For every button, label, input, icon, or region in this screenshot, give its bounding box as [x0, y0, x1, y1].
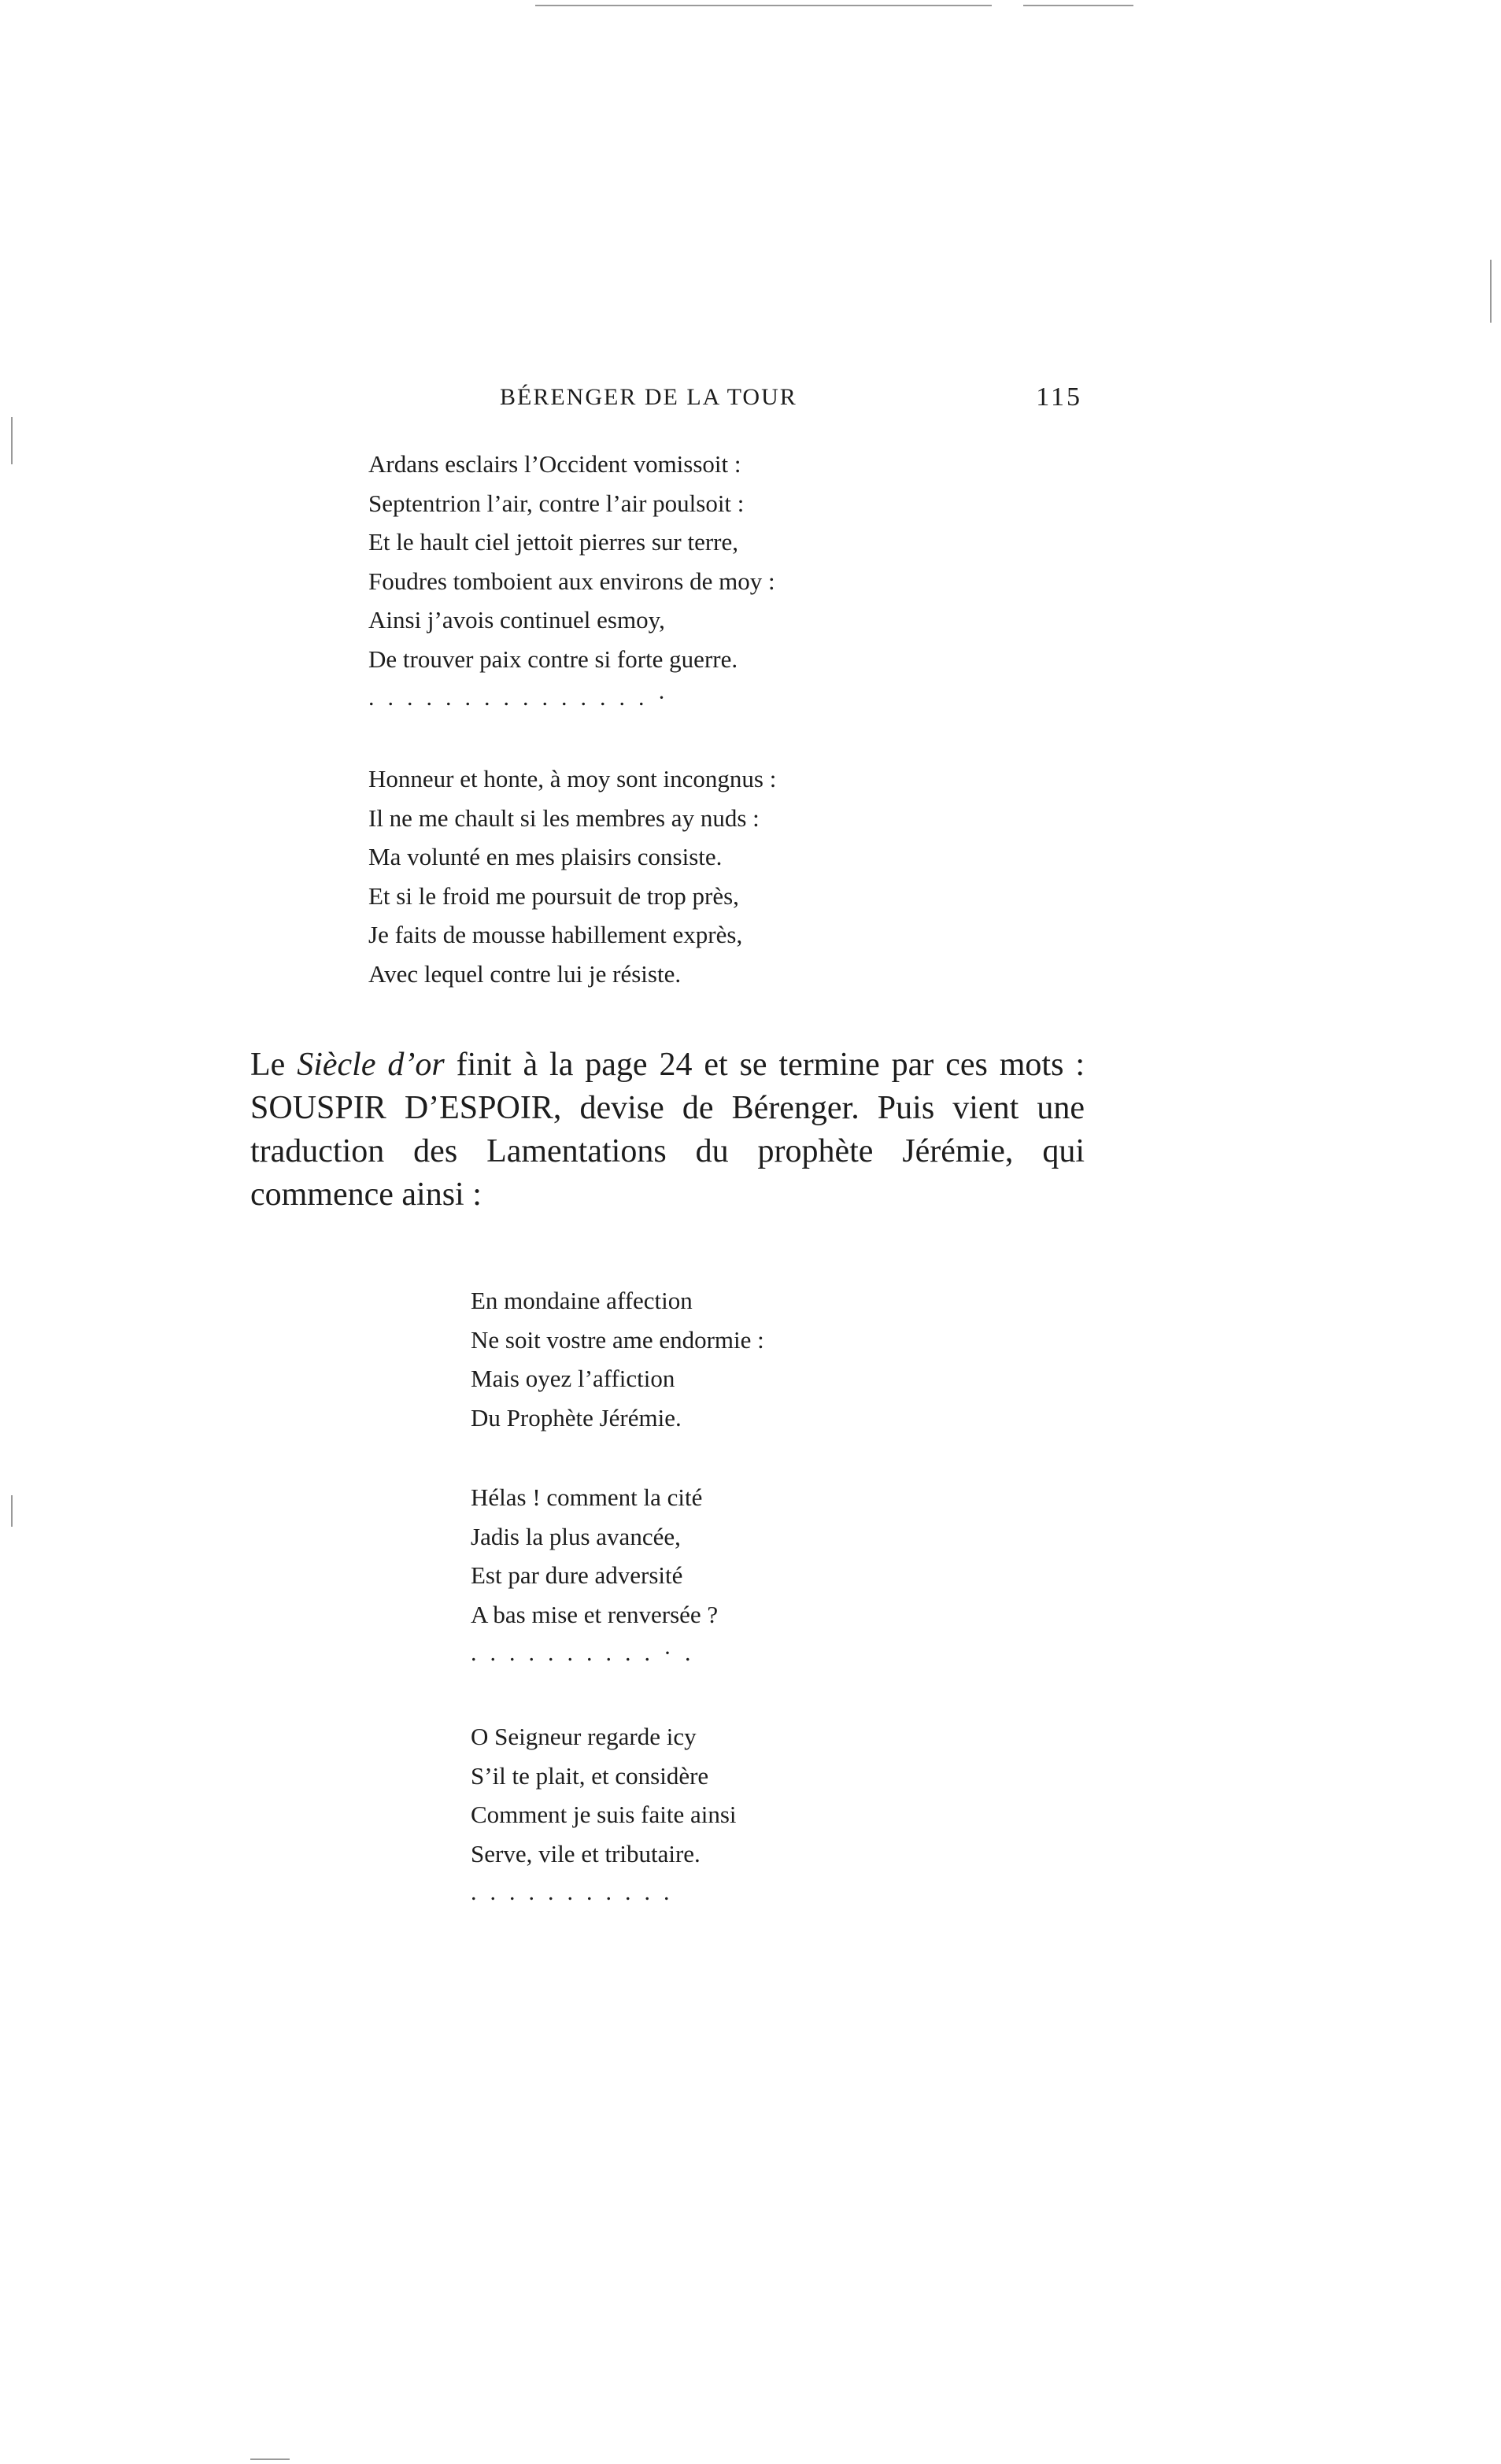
stanza-3 [471, 1281, 764, 1437]
verse-line: S’il te plait, et considère [471, 1761, 709, 1790]
running-title: BÉRENGER DE LA TOUR [500, 384, 797, 410]
ellipsis-row: ...............· [368, 685, 679, 711]
verse-line: Ardans esclairs l’Occident vomissoit : [368, 450, 741, 478]
verse-line: Je faits de mousse habillement exprès, [368, 921, 743, 948]
verse-line: Et le hault ciel jettoit pierres sur terre, [368, 528, 738, 556]
verse-line: Jadis la plus avancée, [471, 1522, 681, 1550]
prose-paragraph [250, 1044, 1085, 1217]
verse-line: Du Prophète Jérémie. [471, 1403, 682, 1431]
stanza-1 [368, 445, 775, 717]
verse-line: A bas mise et renversée ? [471, 1600, 719, 1628]
prose-body: finit à la page 24 et se termine par ces mots : SOUSPIR D’ESPOIR, devise de Bérenger. Puis vient une traduction des Lamentations du prophète Jérémie, qui commence ainsi : [250, 1047, 1085, 1213]
stanza-4 [471, 1478, 718, 1672]
verse-line: Ainsi j’avois continuel esmoy, [368, 606, 665, 634]
verse-line: Mais oyez l’affiction [471, 1365, 675, 1392]
stanza-2 [368, 759, 776, 993]
verse-line: En mondaine affection [471, 1287, 693, 1314]
book-title: Siècle d’or [297, 1047, 445, 1083]
verse-line: Serve, vile et tributaire. [471, 1839, 701, 1867]
page-number: 115 [1036, 382, 1082, 412]
scan-artifact-left-mark [11, 417, 13, 464]
verse-line: Il ne me chault si les membres ay nuds : [368, 803, 760, 832]
ellipsis-row: ..........·. [471, 1640, 704, 1666]
stanza-5 [471, 1717, 737, 1912]
scan-artifact-left-mark-2 [11, 1495, 13, 1527]
verse-line: Honneur et honte, à moy sont incongnus : [368, 765, 777, 792]
verse-line: Hélas ! comment la cité [471, 1483, 703, 1511]
scan-artifact-right-mark [1490, 260, 1492, 323]
page-header [374, 384, 1082, 420]
verse-line: Septentrion l’air, contre l’air poulsoit : [368, 489, 745, 517]
ellipsis-row: ........... [471, 1879, 683, 1905]
verse-line: Est par dure adversité [471, 1561, 683, 1589]
prose-intro: Le [250, 1047, 298, 1083]
scan-artifact-bottom-rule [250, 2458, 290, 2460]
scan-artifact-top-rule [535, 5, 992, 6]
verse-line: Foudres tomboient aux environs de moy : [368, 567, 775, 595]
verse-line: Avec lequel contre lui je résiste. [368, 959, 682, 988]
verse-line: Ne soit vostre ame endormie : [471, 1325, 764, 1354]
verse-line: Ma volunté en mes plaisirs consiste. [368, 843, 723, 870]
scan-artifact-top-rule-right [1023, 5, 1133, 6]
verse-line: De trouver paix contre si forte guerre. [368, 645, 738, 673]
verse-line: Comment je suis faite ainsi [471, 1801, 737, 1828]
verse-line: Et si le froid me poursuit de trop près, [368, 881, 739, 910]
verse-line: O Seigneur regarde icy [471, 1723, 697, 1750]
